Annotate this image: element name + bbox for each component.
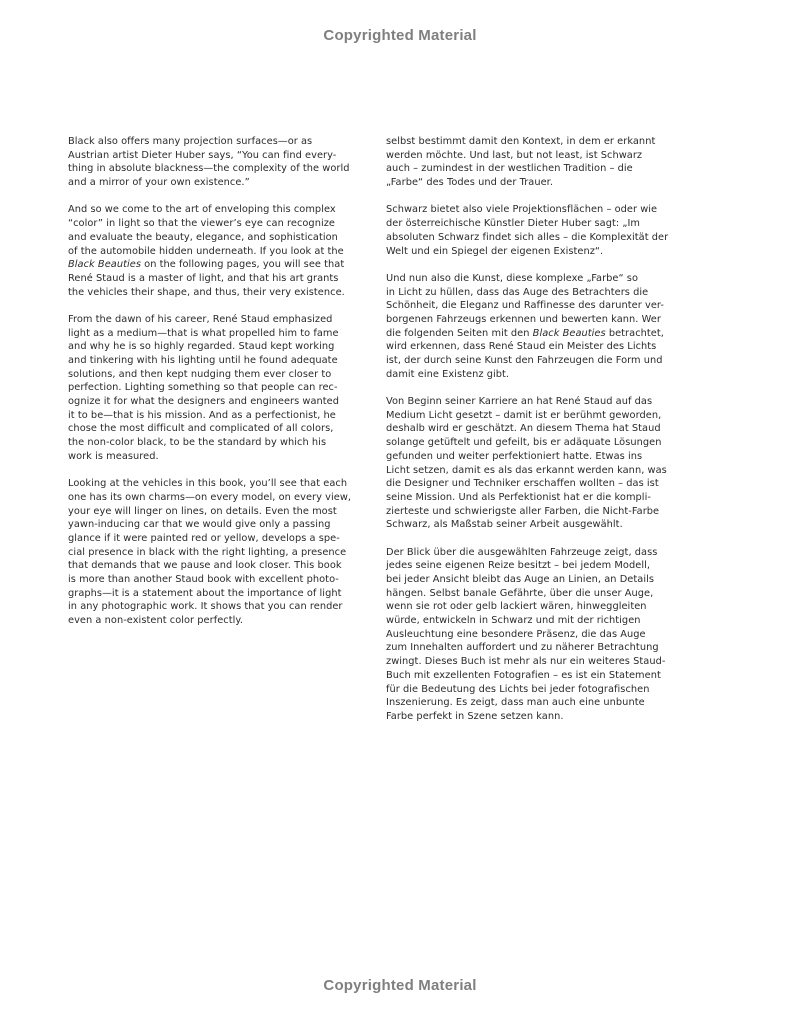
text-line: jedes seine eigenen Reize besitzt – bei jedem Modell,	[386, 560, 651, 572]
text-line	[386, 327, 686, 341]
text-line: Black also offers many projection surfaces—or as	[68, 136, 313, 147]
text-line: it to be—that is his mission. And as a perfectionist, he	[68, 409, 336, 421]
text-line: zum Innehalten auffordert und zu näherer Betrachtung	[386, 642, 659, 654]
text-line: René Staud is a master of light, and that his art grants	[68, 272, 339, 284]
text-line: and why he is so highly regarded. Staud kept working	[68, 341, 335, 353]
text-line: solange getüftelt und gefeilt, bis er adäquate Lösungen	[386, 437, 662, 449]
text-line: in any photographic work. It shows that you can render	[68, 601, 343, 613]
text-line: wenn sie rot oder gelb lackiert wären, hinweggleiten	[386, 601, 647, 613]
text-line: work is measured.	[68, 450, 159, 462]
text-line: chose the most difficult and complicated of all colors,	[68, 423, 334, 435]
text-line: and tinkering with his lighting until he found adequate	[68, 355, 338, 366]
english-text-column	[68, 135, 368, 641]
text-segment: on the following pages, you will see that	[140, 259, 345, 271]
german-text-column	[386, 135, 686, 737]
text-line: Welt und ein Spiegel der eigenen Existenz“.	[386, 245, 604, 257]
text-line: für die Bedeutung des Lichts bei jeder fotografischen	[386, 683, 650, 695]
text-segment: die folgenden Seiten mit den	[386, 327, 533, 339]
text-line: borgenen Fahrzeugs erkennen und bewerten kann. Wer	[386, 313, 661, 325]
text-line: damit eine Existenz gibt.	[386, 368, 510, 380]
text-line: absoluten Schwarz findet sich alles – die Komplexität der	[386, 231, 669, 243]
text-line: yawn-inducing car that we would give only a passing	[68, 519, 331, 531]
text-line: gefunden und weiter perfektioniert hatte. Etwas ins	[386, 450, 643, 462]
book-title-italic: Black Beauties	[532, 327, 606, 339]
text-line: graphs—it is a statement about the importance of light	[68, 587, 342, 599]
german-paragraph	[386, 272, 686, 382]
text-line: selbst bestimmt damit den Kontext, in dem er erkannt	[386, 136, 656, 147]
text-line: Inszenierung. Es zeigt, dass man auch eine unbunte	[386, 697, 645, 709]
text-line: ist, der durch seine Kunst den Fahrzeugen die Form und	[386, 355, 663, 366]
text-line: From the dawn of his career, René Staud emphasized	[68, 313, 333, 325]
text-line: die Designer und Techniker erschaffen wollten – das ist	[386, 478, 659, 490]
text-line: the vehicles their shape, and thus, their very existence.	[68, 286, 345, 298]
text-line: hängen. Selbst banale Gefährte, über die unser Auge,	[386, 587, 654, 599]
text-line: in Licht zu hüllen, dass das Auge des Betrachters die	[386, 286, 649, 298]
text-line: der österreichische Künstler Dieter Huber sagt: „Im	[386, 218, 641, 230]
text-line: Buch mit exzellenten Fotografien – es ist ein Statement	[386, 669, 661, 681]
german-paragraph	[386, 395, 686, 532]
german-paragraph	[386, 546, 686, 724]
text-line: and a mirror of your own existence.”	[68, 177, 250, 189]
english-paragraph	[68, 313, 368, 464]
text-line: Licht setzen, damit es als das erkannt werden kann, was	[386, 464, 667, 476]
text-line: that demands that we pause and look closer. This book	[68, 560, 342, 572]
text-line: Schwarz bietet also viele Projektionsflächen – oder wie	[386, 204, 658, 216]
text-line: Und nun also die Kunst, diese komplexe „Farbe“ so	[386, 272, 638, 284]
text-line: Medium Licht gesetzt – damit ist er berühmt geworden,	[386, 409, 662, 421]
german-paragraph	[386, 135, 686, 190]
text-line: Schönheit, die Eleganz und Raffinesse des darunter ver-	[386, 300, 664, 312]
text-line: one has its own charms—on every model, on every view,	[68, 491, 352, 503]
text-line: zierteste und schwierigste aller Farben, die Nicht-Farbe	[386, 505, 660, 517]
text-line: thing in absolute blackness—the complexity of the world	[68, 163, 350, 175]
text-line: And so we come to the art of enveloping this complex	[68, 204, 336, 216]
english-paragraph	[68, 135, 368, 190]
text-line: Austrian artist Dieter Huber says, “You can find every-	[68, 149, 337, 161]
text-line: Schwarz, als Maßstab seiner Arbeit ausgewählt.	[386, 519, 623, 531]
text-line: Der Blick über die ausgewählten Fahrzeuge zeigt, dass	[386, 546, 658, 558]
text-line: auch – zumindest in der westlichen Tradition – die	[386, 163, 633, 175]
english-paragraph	[68, 203, 368, 299]
text-line: perfection. Lighting something so that people can rec-	[68, 382, 338, 394]
text-line: glance if it were painted red or yellow, develops a spe-	[68, 532, 340, 544]
text-line: of the automobile hidden underneath. If you look at the	[68, 245, 344, 257]
german-paragraph	[386, 203, 686, 258]
book-title-italic: Black Beauties	[68, 259, 141, 271]
text-line: „Farbe“ des Todes und der Trauer.	[386, 177, 554, 189]
text-line: ognize it for what the designers and engineers wanted	[68, 396, 340, 408]
text-line: Von Beginn seiner Karriere an hat René Staud auf das	[386, 396, 653, 408]
text-line: is more than another Staud book with excellent photo-	[68, 574, 339, 585]
copyright-watermark-bottom: Copyrighted Material	[323, 977, 477, 994]
text-line: solutions, and then kept nudging them ever closer to	[68, 368, 332, 380]
text-line: würde, entwickeln in Schwarz und mit der richtigen	[386, 615, 641, 627]
text-line: Farbe perfekt in Szene setzen kann.	[386, 710, 564, 722]
text-line	[68, 258, 368, 272]
text-line: the non-color black, to be the standard by which his	[68, 437, 327, 449]
text-line: even a non-existent color perfectly.	[68, 615, 244, 627]
text-line: seine Mission. Und als Perfektionist hat er die kompli-	[386, 491, 651, 503]
text-line: cial presence in black with the right lighting, a presence	[68, 546, 347, 558]
text-line: Ausleuchtung eine besondere Präsenz, die das Auge	[386, 628, 646, 640]
text-line: werden möchte. Und last, but not least, ist Schwarz	[386, 149, 643, 161]
text-segment: betrachtet,	[605, 327, 664, 339]
text-line: wird erkennen, dass René Staud ein Meister des Lichts	[386, 341, 657, 353]
text-line: and evaluate the beauty, elegance, and sophistication	[68, 231, 338, 243]
text-line: “color” in light so that the viewer’s eye can recognize	[68, 218, 336, 230]
english-paragraph	[68, 477, 368, 628]
text-line: light as a medium—that is what propelled him to fame	[68, 327, 339, 339]
text-line: your eye will linger on lines, on details. Even the most	[68, 505, 337, 517]
text-line: bei jeder Ansicht bleibt das Auge an Linien, an Details	[386, 574, 655, 585]
copyright-watermark-top: Copyrighted Material	[323, 27, 477, 44]
text-line: Looking at the vehicles in this book, you’ll see that each	[68, 478, 348, 490]
text-line: deshalb wird er geschätzt. An diesem Thema hat Staud	[386, 423, 661, 435]
text-line: zwingt. Dieses Buch ist mehr als nur ein weiteres Staud-	[386, 656, 666, 668]
